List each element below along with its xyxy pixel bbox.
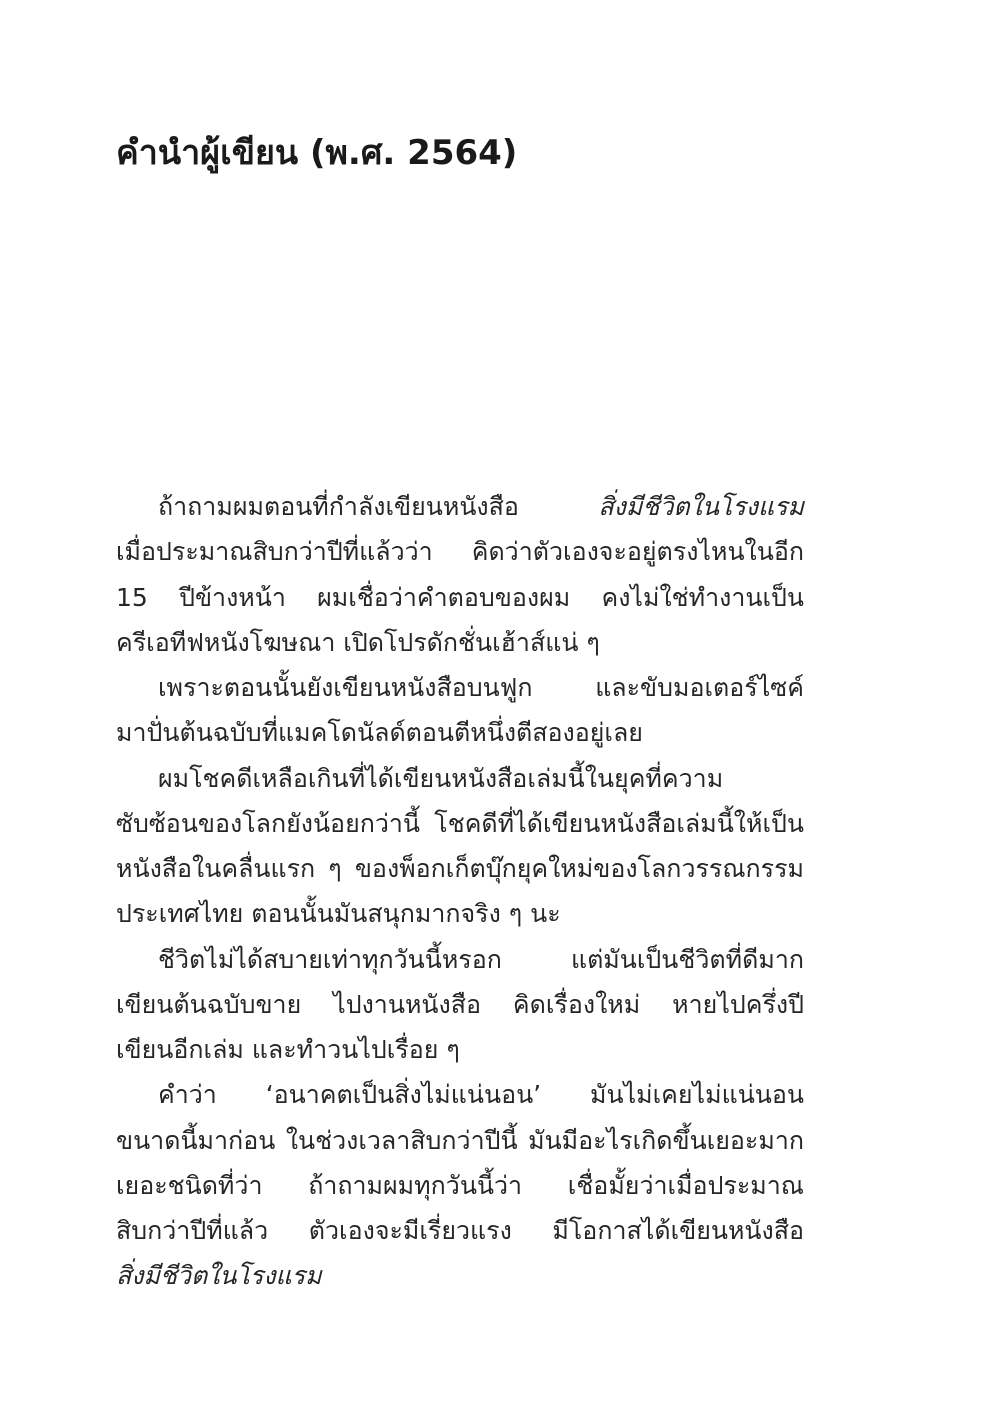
- text-line: [116, 484, 804, 529]
- text-span: ถ้าถามผมตอนที่กำลังเขียนหนังสือ: [158, 492, 599, 521]
- book-title-italic: สิ่งมีชีวิตในโรงแรม: [116, 1261, 322, 1291]
- text-line: ซับซ้อนของโลกยังน้อยกว่านี้ โชคดีที่ได้เขียนหนังสือเล่มนี้ให้เป็น: [116, 808, 804, 838]
- paragraph-3: [116, 756, 804, 937]
- text-line: 15 ปีข้างหน้า ผมเชื่อว่าคำตอบของผม คงไม่ใช่ทำงานเป็น: [116, 582, 804, 612]
- text-line: เมื่อประมาณสิบกว่าปีที่แล้วว่า คิดว่าตัวเองจะอยู่ตรงไหนในอีก: [116, 537, 804, 567]
- text-line: ขนาดนี้มาก่อน ในช่วงเวลาสิบกว่าปีนี้ มันมีอะไรเกิดขึ้นเยอะมาก: [116, 1125, 804, 1155]
- text-line: เขียนต้นฉบับขาย ไปงานหนังสือ คิดเรื่องใหม่ หายไปครึ่งปี: [116, 989, 804, 1019]
- paragraph-2: [116, 665, 804, 756]
- text-line: ชีวิตไม่ได้สบายเท่าทุกวันนี้หรอก แต่มันเป็นชีวิตที่ดีมาก: [158, 944, 804, 974]
- text-line: ผมโชคดีเหลือเกินที่ได้เขียนหนังสือเล่มนี้ในยุคที่ความ: [158, 763, 724, 793]
- text-line: คำว่า ‘อนาคตเป็นสิ่งไม่แน่นอน’ มันไม่เคยไม่แน่นอน: [158, 1080, 804, 1110]
- text-line: เขียนอีกเล่ม และทำวนไปเรื่อย ๆ: [116, 1035, 460, 1064]
- text-line: เพราะตอนนั้นยังเขียนหนังสือบนฟูก และขับมอเตอร์ไซค์: [158, 673, 804, 702]
- body-text: [116, 484, 804, 1299]
- book-title-italic: สิ่งมีชีวิตในโรงแรม: [598, 492, 804, 521]
- paragraph-5: [116, 1072, 804, 1298]
- text-line: [116, 1253, 804, 1298]
- text-line: มาปั่นต้นฉบับที่แมคโดนัลด์ตอนตีหนึ่งตีสองอยู่เลย: [116, 718, 643, 748]
- text-line: สิบกว่าปีที่แล้ว ตัวเองจะมีเรี่ยวแรง มีโอกาสได้เขียนหนังสือ: [116, 1216, 804, 1245]
- text-line: ประเทศไทย ตอนนั้นมันสนุกมากจริง ๆ นะ: [116, 899, 561, 929]
- text-line: เยอะชนิดที่ว่า ถ้าถามผมทุกวันนี้ว่า เชื่อมั้ยว่าเมื่อประมาณ: [116, 1170, 804, 1200]
- page-title: คำนำผู้เขียน (พ.ศ. 2564): [116, 133, 518, 173]
- text-line: หนังสือในคลื่นแรก ๆ ของพ็อกเก็ตบุ๊กยุคใหม่ของโลกวรรณกรรม: [116, 854, 804, 883]
- paragraph-1: [116, 484, 804, 665]
- paragraph-4: [116, 937, 804, 1073]
- text-line: ครีเอทีฟหนังโฆษณา เปิดโปรดักชั่นเฮ้าส์แน่ ๆ: [116, 627, 600, 657]
